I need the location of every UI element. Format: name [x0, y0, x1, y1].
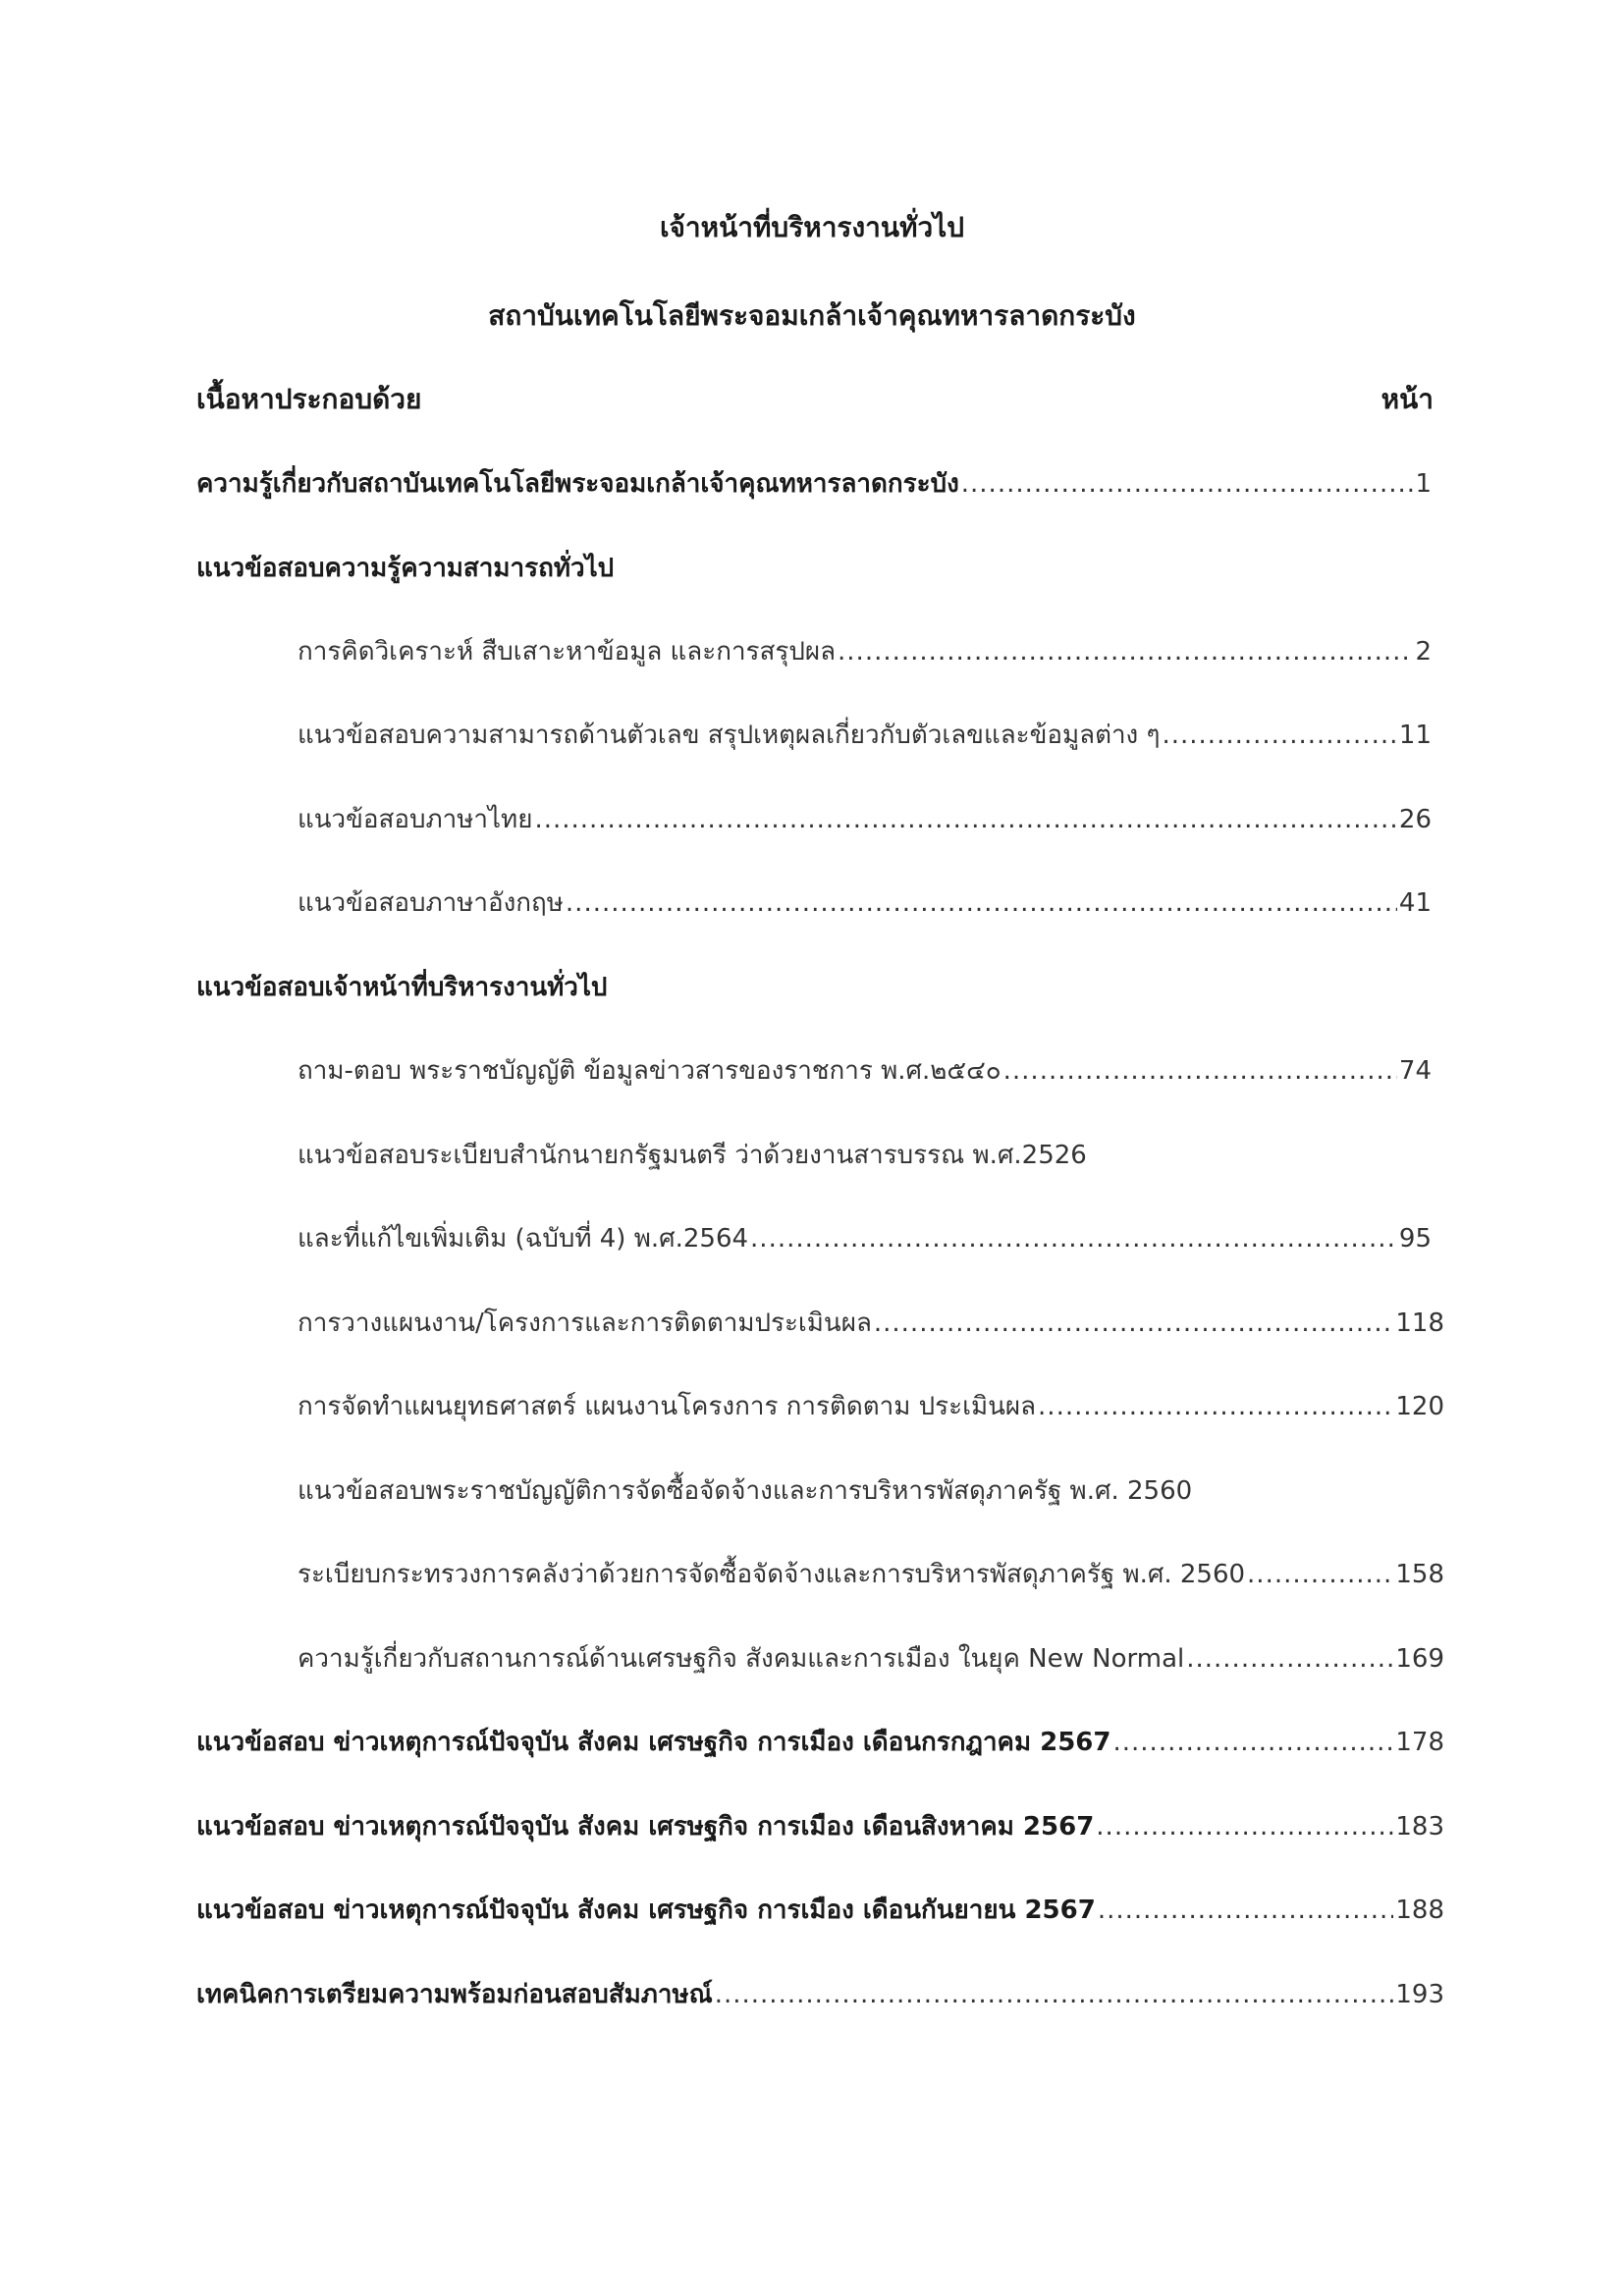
toc-section-heading [196, 967, 1432, 1006]
toc-entry-label: แนวข้อสอบภาษาอังกฤษ [298, 888, 564, 918]
toc-leader-dots [1113, 1728, 1394, 1757]
toc-leader-dots [1003, 1056, 1397, 1086]
toc-leader-dots [1186, 1644, 1393, 1674]
toc-entry-page: 95 [1398, 1224, 1432, 1254]
toc-entry-label: การจัดทำแผนยุทธศาสตร์ แผนงานโครงการ การติดตาม ประเมินผล [298, 1392, 1037, 1421]
contents-header [196, 378, 1434, 421]
toc-leader-dots [1096, 1812, 1393, 1842]
toc-leader-dots [961, 469, 1414, 499]
toc-entry-page: 1 [1415, 469, 1432, 499]
toc-entry-page: 188 [1395, 1896, 1444, 1925]
toc-entry-label: แนวข้อสอบภาษาไทย [298, 805, 533, 834]
toc-entry-heading [298, 1135, 1432, 1174]
toc-entry [196, 1806, 1444, 1845]
toc-entry-label: การคิดวิเคราะห์ สืบเสาะหาข้อมูล และการสรุปผล [298, 637, 837, 667]
toc-leader-dots [534, 805, 1396, 834]
document-title: เจ้าหน้าที่บริหารงานทั่วไป [659, 211, 965, 243]
toc-entry-label: ถาม-ตอบ พระราชบัญญัติ ข้อมูลข่าวสารของราชการ พ.ศ.๒๕๔๐ [298, 1056, 1001, 1086]
toc-entry [298, 1303, 1444, 1342]
toc-entry-page: 26 [1398, 805, 1432, 834]
toc-leader-dots [1247, 1560, 1393, 1589]
toc-entry-page: 74 [1398, 1056, 1432, 1086]
toc-entry-label: แนวข้อสอบความสามารถด้านตัวเลข สรุปเหตุผลเกี่ยวกับตัวเลขและข้อมูลต่าง ๆ [298, 721, 1161, 750]
toc-entry-label: ความรู้เกี่ยวกับสถานการณ์ด้านเศรษฐกิจ สังคมและการเมือง ในยุค New Normal [298, 1644, 1185, 1674]
contents-label: เนื้อหาประกอบด้วย [196, 383, 422, 415]
toc-entry [298, 799, 1432, 838]
toc-entry [298, 1386, 1444, 1425]
toc-entry-label: แนวข้อสอบเจ้าหน้าที่บริหารงานทั่วไป [196, 973, 608, 1002]
toc-entry [298, 882, 1432, 922]
toc-leader-dots [1162, 721, 1396, 750]
toc-section-heading [196, 548, 1432, 587]
toc-entry-label: การวางแผนงาน/โครงการและการติดตามประเมินผล [298, 1308, 872, 1338]
toc-entry [196, 1722, 1444, 1761]
toc-entry-page: 120 [1395, 1392, 1444, 1421]
toc-entry-label: และที่แก้ไขเพิ่มเติม (ฉบับที่ 4) พ.ศ.2564 [298, 1224, 749, 1254]
toc-entry-heading [298, 1470, 1444, 1510]
toc-entry-label: ความรู้เกี่ยวกับสถาบันเทคโนโลยีพระจอมเกล้าเจ้าคุณทหารลาดกระบัง [196, 469, 959, 499]
toc-entry-page: 41 [1398, 888, 1432, 918]
toc-entry-page: 118 [1395, 1308, 1444, 1338]
toc-entry-label: แนวข้อสอบความรู้ความสามารถทั่วไป [196, 554, 615, 583]
toc-entry-label: ระเบียบกระทรวงการคลังว่าด้วยการจัดซื้อจัดจ้างและการบริหารพัสดุภาครัฐ พ.ศ. 2560 [298, 1560, 1246, 1589]
toc-leader-dots [838, 637, 1413, 667]
toc-leader-dots [715, 1980, 1394, 2009]
institution-title: สถาบันเทคโนโลยีพระจอมเกล้าเจ้าคุณทหารลาดกระบัง [488, 299, 1136, 332]
toc-entry-page: 2 [1415, 637, 1432, 667]
toc-entry-page: 158 [1395, 1560, 1444, 1589]
toc-entry-label: แนวข้อสอบ ข่าวเหตุการณ์ปัจจุบัน สังคม เศรษฐกิจ การเมือง เดือนกรกฎาคม 2567 [196, 1728, 1111, 1757]
toc-leader-dots [566, 888, 1397, 918]
toc-entry [196, 1974, 1444, 2013]
toc-entry [196, 1890, 1444, 1929]
toc-entry-page: 169 [1395, 1644, 1444, 1674]
toc-entry [298, 1554, 1444, 1593]
toc-entry-page: 193 [1395, 1980, 1444, 2009]
toc-leader-dots [1098, 1896, 1394, 1925]
toc-entry [298, 1050, 1432, 1090]
toc-entry [298, 715, 1432, 754]
toc-entry [196, 463, 1432, 503]
toc-entry-label: แนวข้อสอบพระราชบัญญัติการจัดซื้อจัดจ้างและการบริหารพัสดุภาครัฐ พ.ศ. 2560 [298, 1476, 1193, 1506]
toc-entry [298, 1218, 1432, 1257]
toc-entry-label: แนวข้อสอบ ข่าวเหตุการณ์ปัจจุบัน สังคม เศรษฐกิจ การเมือง เดือนสิงหาคม 2567 [196, 1812, 1095, 1842]
page-column-label: หน้า [1380, 383, 1434, 415]
toc-leader-dots [874, 1308, 1393, 1338]
toc-entry [298, 631, 1432, 670]
toc-leader-dots [750, 1224, 1397, 1254]
toc-entry-page: 178 [1395, 1728, 1444, 1757]
toc-entry-label: แนวข้อสอบระเบียบสำนักนายกรัฐมนตรี ว่าด้วยงานสารบรรณ พ.ศ.2526 [298, 1141, 1087, 1170]
toc-entry-label: เทคนิคการเตรียมความพร้อมก่อนสอบสัมภาษณ์ [196, 1980, 713, 2009]
toc-entry [298, 1638, 1444, 1678]
toc-leader-dots [1038, 1392, 1393, 1421]
toc-entry-label: แนวข้อสอบ ข่าวเหตุการณ์ปัจจุบัน สังคม เศรษฐกิจ การเมือง เดือนกันยายน 2567 [196, 1896, 1096, 1925]
toc-entry-page: 183 [1395, 1812, 1444, 1842]
toc-entry-page: 11 [1398, 721, 1432, 750]
